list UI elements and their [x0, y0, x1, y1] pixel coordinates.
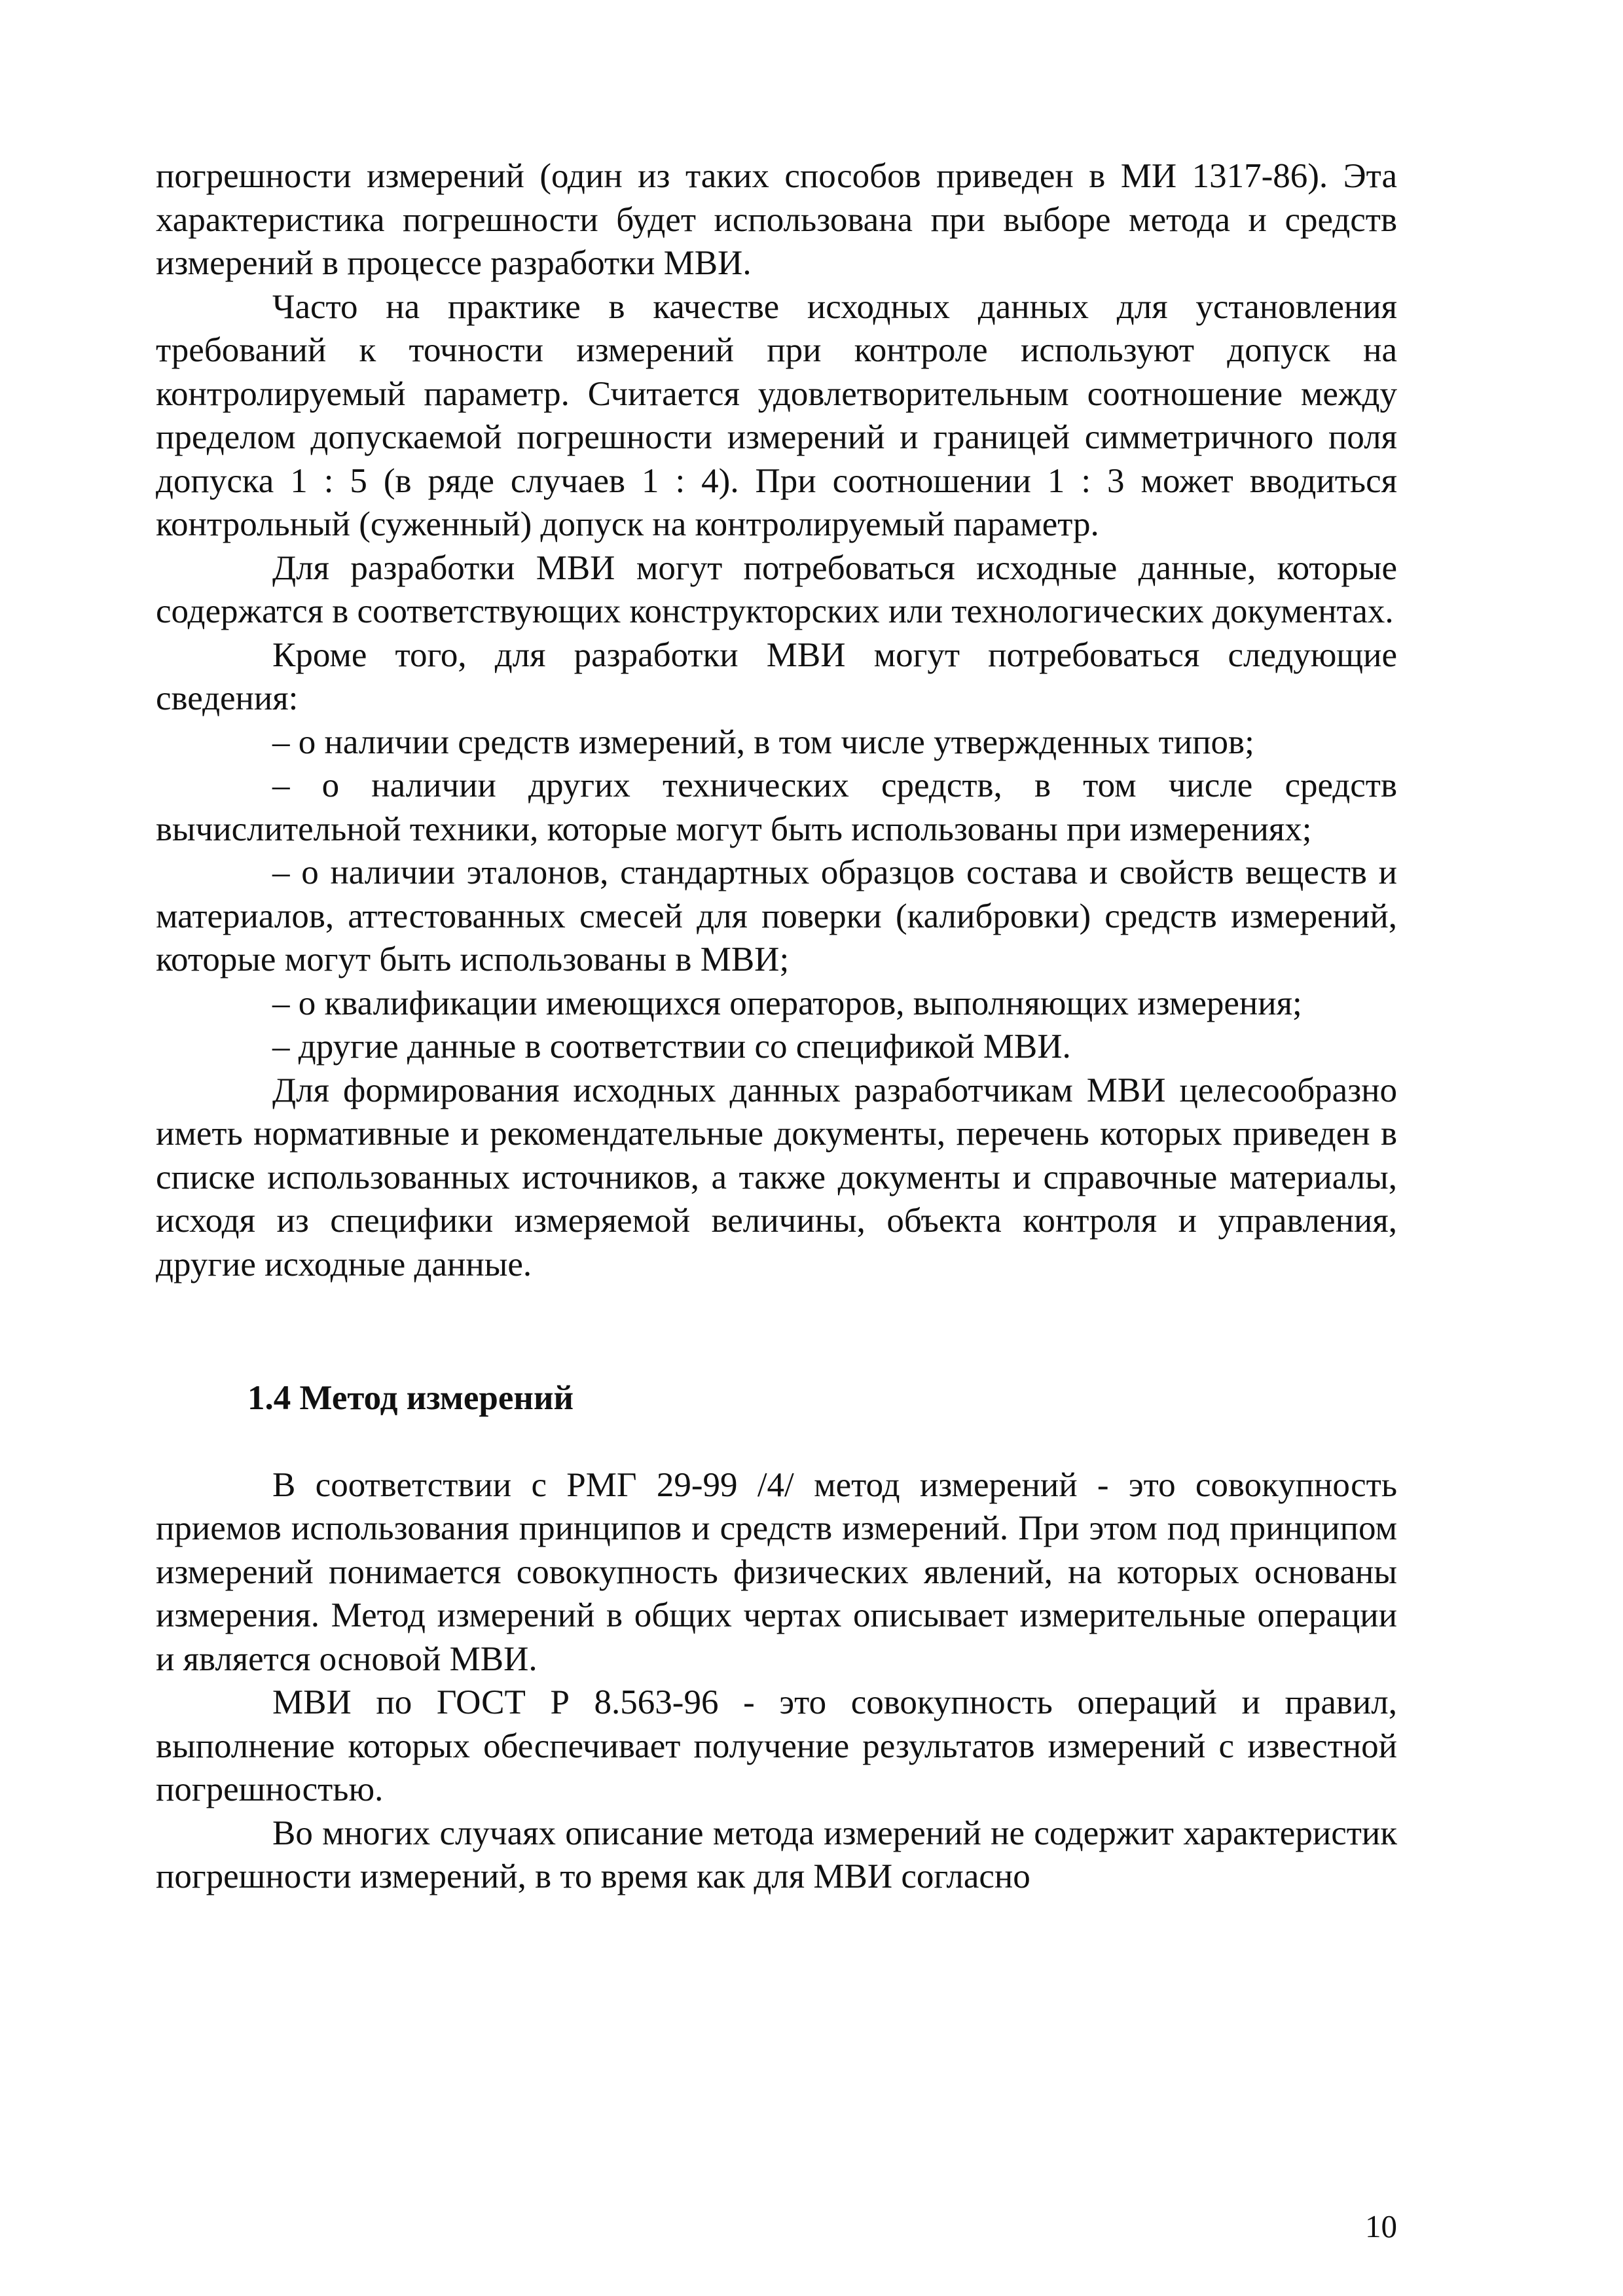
paragraph-method-definition: В соответствии с РМГ 29-99 /4/ метод измерений - это совокупность приемов использования принципов и средств измерений. При этом под принципом измерений понимается совокупность физических явлений, на которых основаны измерения. Метод измерений в общих чертах описывает измерительные операции и является основой МВИ.	[156, 1465, 1397, 1678]
page-number: 10	[1365, 2208, 1397, 2244]
section-heading: 1.4 Метод измерений	[247, 1379, 574, 1417]
paragraph-initial-data: Для разработки МВИ могут потребоваться исходные данные, которые содержатся в соответствующих конструкторских или технологических документах.	[156, 548, 1397, 630]
list-item-standards-reference-materials: – о наличии эталонов, стандартных образцов состава и свойств веществ и материалов, аттестованных смесей для поверки (калибровки) средств измерений, которые могут быть использованы в МВИ;	[156, 853, 1397, 978]
list-item-operator-qualification: – о квалификации имеющихся операторов, выполняющих измерения;	[272, 984, 1302, 1022]
paragraph-method-description: Во многих случаях описание метода измерений не содержит характеристик погрешности измерений, в то время как для МВИ согласно	[156, 1814, 1397, 1895]
document-page	[156, 154, 1397, 1899]
list-item-other-data: – другие данные в соответствии со спецификой МВИ.	[272, 1028, 1071, 1066]
paragraph-additional-info-intro: Кроме того, для разработки МВИ могут потребоваться следующие сведения:	[156, 636, 1397, 717]
section-spacer	[156, 1286, 1397, 1376]
text-block-after-heading	[156, 1463, 1397, 1899]
text-block-before-heading	[156, 154, 1397, 1286]
paragraph-mvi-definition: МВИ по ГОСТ Р 8.563-96 - это совокупность операций и правил, выполнение которых обеспечивает получение результатов измерений с известной погрешностью.	[156, 1683, 1397, 1808]
paragraph-measurement-error: погрешности измерений (один из таких способов приведен в МИ 1317-86). Эта характеристика погрешности будет использована при выборе метода и средств измерений в процессе разработки МВИ.	[156, 157, 1397, 282]
paragraph-tolerance-requirements: Часто на практике в качестве исходных данных для установления требований к точности измерений при контроле используют допуск на контролируемый параметр. Считается удовлетворительным соотношение между пределом допускаемой погрешности измерений и границей симметричного поля допуска 1 : 5 (в ряде случаев 1 : 4). При соотношении 1 : 3 может вводиться контрольный (суженный) допуск на контролируемый параметр.	[156, 287, 1397, 543]
list-item-technical-means: – о наличии других технических средств, в том числе средств вычислительной техники, которые могут быть использованы при измерениях;	[156, 766, 1397, 848]
paragraph-normative-documents: Для формирования исходных данных разработчикам МВИ целесообразно иметь нормативные и рекомендательные документы, перечень которых приведен в списке использованных источников, а также документы и справочные материалы, исходя из специфики измеряемой величины, объекта контроля и управления, другие исходные данные.	[156, 1071, 1397, 1283]
list-item-measuring-instruments: – о наличии средств измерений, в том числе утвержденных типов;	[272, 723, 1254, 761]
